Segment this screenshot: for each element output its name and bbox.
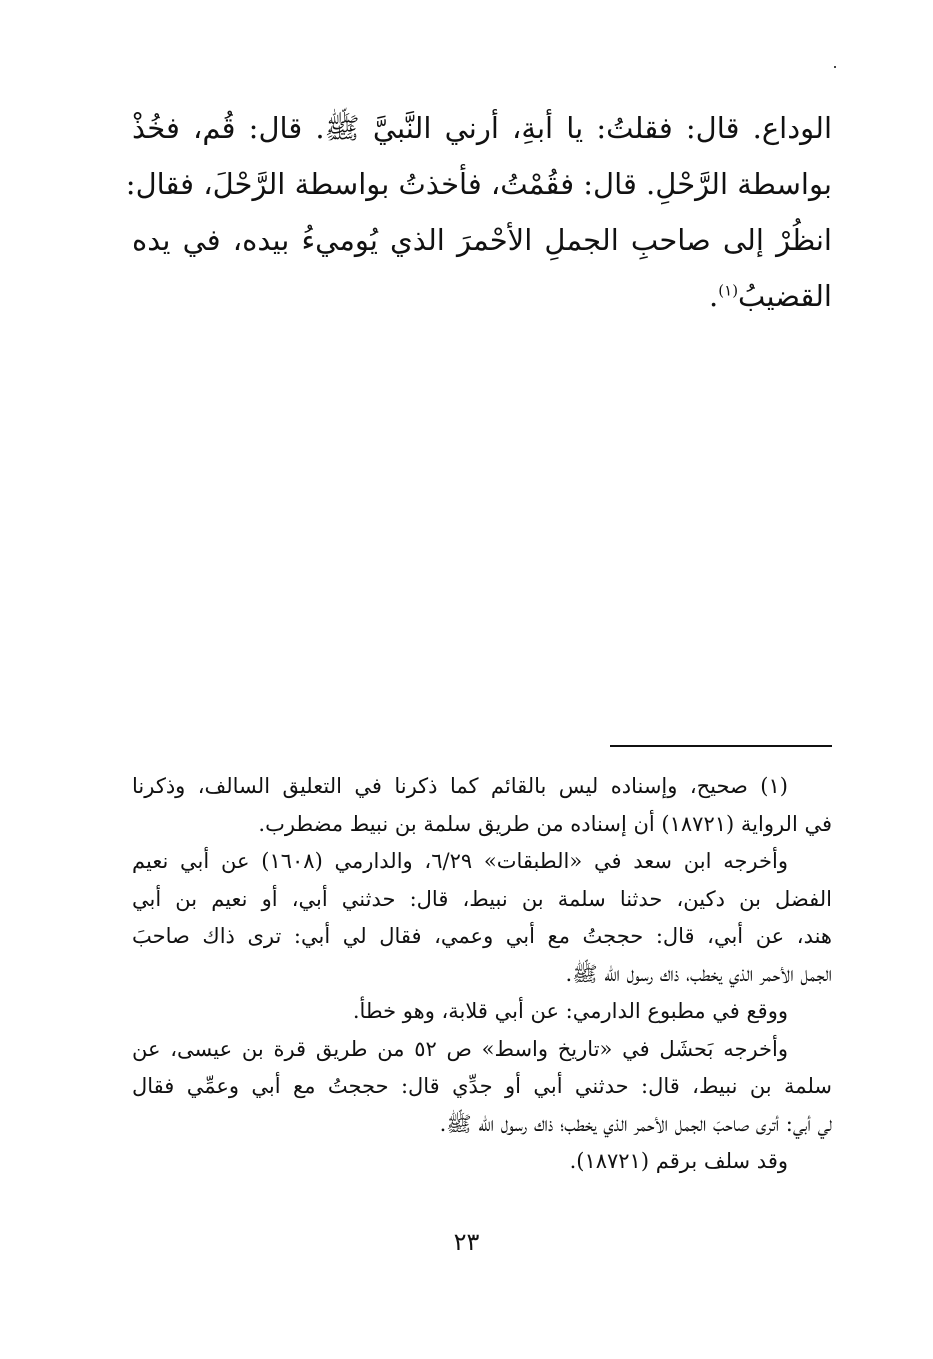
footnote-line-8: وأخرجه بَحشَل في «تاريخ واسط» ص ٥٢ من طريق قرة بن عيسى، عن [132,1036,788,1061]
footnote-line-1: (١) صحيح، وإسناده ليس بالقائم كما ذكرنا في التعليق السالف، وذكرنا [132,774,788,798]
main-text-last-word: القضيبُ [738,279,832,313]
main-text-block [125,100,832,324]
scan-speck [834,66,836,68]
footnote-line-9: سلمة بن نبيط، قال: حدثني أبي أو جدِّي قال: حججتُ مع أبي وعمِّي فقال [132,1074,832,1098]
footnote-line-4: الفضل بن دكين، حدثنا سلمة بن نبيط، قال: حدثني أبي، أو نعيم بن أبي [132,886,832,911]
closing-punctuation: . [709,279,719,313]
footnote-line-6: الجمل الأحمر الذي يخطب، ذاك رسول الله ﷺ. [565,961,832,986]
footnote-line-3: وأخرجه ابن سعد في «الطبقات» ٦/٢٩، والدارمي (١٦٠٨) عن أبي نعيم [132,849,788,873]
footnotes-block [132,768,832,1181]
page-number: ٢٣ [453,1228,480,1256]
footnote-line-7: ووقع في مطبوع الدارمي: عن أبي قلابة، وهو خطأ. [352,999,788,1023]
main-text-line-2: بواسطة الرَّحْلِ. قال: فقُمْتُ، فأخذتُ بواسطة الرَّحْلَ، فقال: [125,167,832,201]
footnote-marker: (١) [718,281,739,300]
footnote-line-10: لي أبي: أترى صاحبَ الجمل الأحمر الذي يخطب؛ ذاك رسول الله ﷺ. [439,1111,832,1136]
footnote-separator [610,745,832,747]
main-text-line-1: الوداع. قال: فقلتُ: يا أبةِ، أرني النَّبيَّ ﷺ. قال: قُم، فخُذْ [132,111,832,145]
main-text-line-4 [132,268,832,324]
footnote-line-5: هند، عن أبي، قال: حججتُ مع أبي وعمي، فقال لي أبي: ترى ذاك صاحبَ [132,924,832,948]
footnote-line-2: في الرواية (١٨٧٢١) أن إسناده من طريق سلمة بن نبيط مضطرب. [258,811,832,836]
main-text-line-3: انظُرْ إلى صاحبِ الجملِ الأحْمرَ الذي يُوميءُ بيده، في يده [132,223,832,257]
footnote-line-11: وقد سلف برقم (١٨٧٢١). [569,1149,788,1173]
